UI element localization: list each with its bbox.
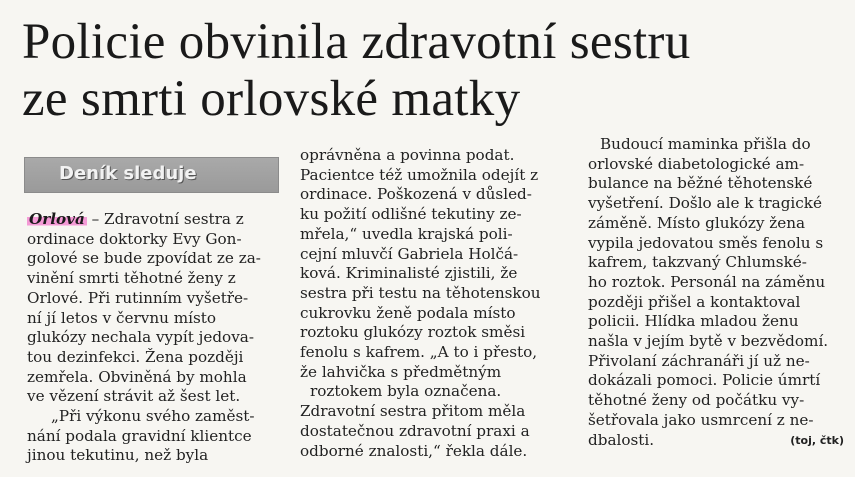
text-line: vyšetření. Došlo ale k tragické (588, 194, 822, 213)
text-line: záměně. Místo glukózy žena (588, 213, 806, 232)
text-line: ková. Kriminalisté zjistili, že (300, 264, 518, 283)
text-line: že lahvička s předmětným (300, 362, 502, 381)
text-line: orlovské diabetologické am- (588, 154, 805, 173)
text-line: roztoku glukózy roztok směsi (300, 323, 526, 342)
text-line: dbalosti. (588, 430, 655, 449)
text-line: ordinace. Poškozená v důsled- (300, 185, 532, 204)
headline-line-2: ze smrti orlovské matky (22, 71, 521, 127)
section-kicker (24, 157, 279, 193)
column-1-first-line (27, 210, 287, 230)
byline: (toj, čtk) (790, 433, 844, 447)
text-line: roztokem byla označena. (310, 382, 502, 401)
text-line: Budoucí maminka přišla do (600, 135, 811, 153)
text-line: ní jí letos v červnu místo (27, 308, 217, 327)
text-line: glukózy nechala vypít jedova- (27, 328, 254, 347)
text-line: zemřela. Obviněná by mohla (27, 367, 247, 386)
headline (22, 14, 842, 128)
text-line: Pacientce též umožnila odejít z (300, 165, 539, 184)
dateline-rest: – Zdravotní sestra z (86, 210, 244, 228)
text-line: Orlové. Při rutinním vyšetře- (27, 288, 249, 307)
text-line: ve vězení strávit až šest let. (27, 387, 241, 406)
dateline-place: Orlová (29, 210, 85, 228)
text-line: mřela,“ uvedla krajská poli- (300, 224, 513, 243)
text-line: odborné znalosti,“ řekla dále. (300, 441, 528, 460)
text-line: „Při výkonu svého zaměst- (51, 407, 255, 426)
text-line: Přivolaní záchranáři jí už ne- (588, 351, 810, 370)
text-line: cejní mluvčí Gabriela Holčá- (300, 244, 519, 263)
text-line: sestra při testu na těhotenskou (300, 283, 541, 302)
kicker-label: Deník sleduje (59, 163, 197, 184)
text-line: oprávněna a povinna podat. (300, 146, 515, 164)
text-line: později přišel a kontaktoval (588, 292, 801, 311)
text-line: Zdravotní sestra přitom měla (300, 402, 526, 421)
text-line: cukrovku ženě podala místo (300, 303, 516, 322)
text-line: jinou tekutinu, než byla (27, 446, 209, 465)
text-line: ho roztok. Personál na záměnu (588, 272, 826, 291)
text-line: ordinace doktorky Evy Gon- (27, 229, 242, 248)
text-line: ku požití odlišné tekutiny ze- (300, 205, 522, 224)
article-column-1 (27, 210, 287, 466)
text-line: golové se bude zpovídat ze za- (27, 249, 261, 268)
article-column-3 (588, 135, 850, 450)
text-line: bulance na běžné těhotenské (588, 174, 813, 193)
text-line: nání podala gravidní klientce (27, 426, 252, 445)
article-column-2 (300, 146, 570, 461)
headline-line-1: Policie obvinila zdravotní sestru (22, 14, 691, 70)
text-line: dostatečnou zdravotní praxi a (300, 421, 530, 440)
text-line: vypila jedovatou směs fenolu s (588, 233, 824, 252)
column-3-last-line (588, 431, 850, 451)
text-line: kafrem, takzvaný Chlumské- (588, 253, 807, 272)
text-line: našla v jejím bytě v bezvědomí. (588, 332, 829, 351)
text-line: fenolu s kafrem. „A to i přesto, (300, 343, 538, 362)
text-line: policii. Hlídka mladou ženu (588, 312, 799, 331)
text-line: vinění smrti těhotné ženy z (27, 269, 236, 288)
text-line: těhotné ženy od počátku vy- (588, 391, 805, 410)
text-line: tou dezinfekci. Žena později (27, 347, 244, 366)
text-line: šetřovala jako usmrcení z ne- (588, 410, 814, 429)
text-line: dokázali pomoci. Policie úmrtí (588, 371, 821, 390)
